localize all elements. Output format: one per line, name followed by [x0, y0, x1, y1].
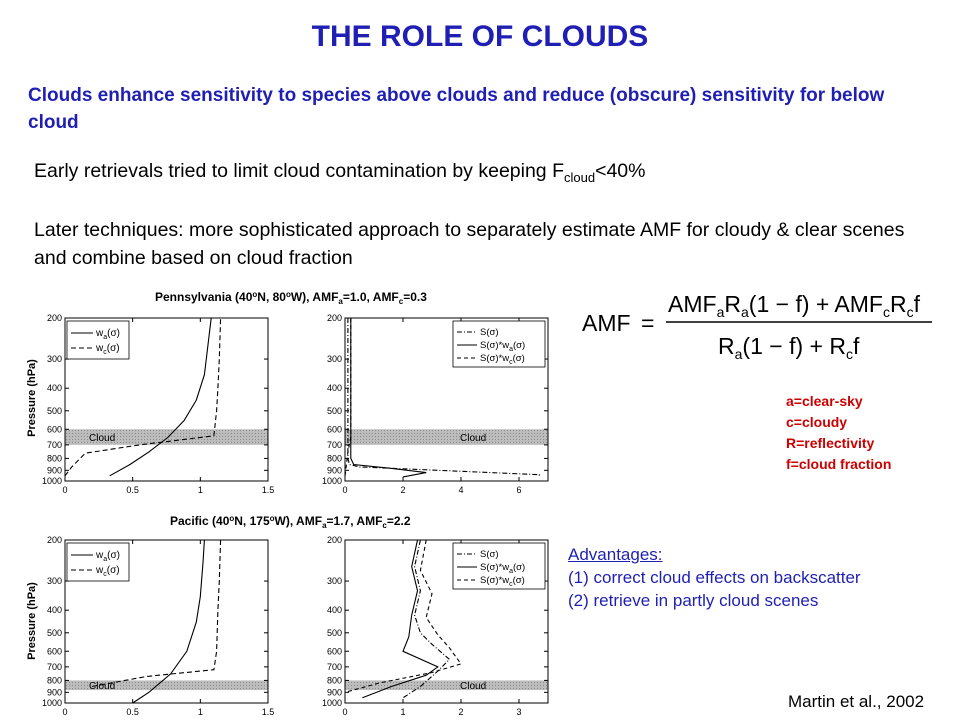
x-tick-label: 0.5: [126, 707, 139, 717]
x-tick-label: 2: [458, 707, 464, 717]
legend-label: S(σ): [480, 327, 499, 338]
y-tick-label: 200: [46, 535, 62, 545]
subtitle: Clouds enhance sensitivity to species above clouds and reduce (obscure) sensitivity for below cloud: [28, 85, 885, 133]
x-tick-label: 6: [516, 485, 522, 495]
x-tick-label: 0: [342, 707, 348, 717]
para1-text: Early retrievals tried to limit cloud contamination by keeping F: [34, 160, 564, 182]
panel-top-scattering: [322, 313, 548, 495]
formula-numerator: $AMF_aR_a(1 - f) + AMF_cR_cf$: [668, 291, 921, 320]
legend-label: $w_a(\sigma)$: [96, 328, 120, 341]
x-tick-label: 0: [62, 707, 68, 717]
paragraph-later-techniques: Later techniques: more sophisticated approach to separately estimate AMF for cloudy & clear scenes and combine based on cloud fraction: [34, 219, 905, 269]
y-tick-label: 600: [46, 646, 62, 657]
legend-label: $w_c(\sigma)$: [96, 565, 120, 578]
advantage-2: (2) retrieve in partly cloud scenes: [568, 591, 819, 610]
y-tick-label: 400: [46, 383, 62, 394]
y-tick-label: 200: [326, 313, 342, 323]
y-tick-label: 900: [46, 687, 62, 698]
y-tick-label: 200: [46, 313, 62, 323]
panel-top-weights: [42, 313, 274, 495]
y-tick-label: 300: [46, 576, 62, 587]
y-tick-label: 400: [46, 605, 62, 616]
y-tick-label: 200: [326, 535, 342, 545]
cloud-label: Cloud: [460, 433, 487, 445]
figure-panels: [20, 288, 560, 720]
legend-label: $w_a(\sigma)$: [96, 550, 120, 563]
advantages-heading: Advantages:: [568, 545, 663, 564]
x-tick-label: 0.5: [126, 485, 139, 495]
y-tick-label: 500: [46, 405, 62, 416]
series-line-2: [345, 540, 461, 692]
y-tick-label: 800: [326, 453, 342, 464]
y-tick-label: 1000: [41, 476, 62, 486]
y-tick-label: 300: [326, 354, 342, 365]
y-tick-label: 800: [326, 675, 342, 686]
legend-label: $w_c(\sigma)$: [96, 343, 120, 356]
cloud-band: [345, 429, 548, 445]
advantage-1: (1) correct cloud effects on backscatter: [568, 568, 861, 587]
y-tick-label: 900: [46, 465, 62, 476]
x-tick-label: 1: [400, 707, 406, 717]
y-tick-label: 1000: [321, 698, 342, 708]
amf-formula: [578, 284, 948, 366]
advantages-block: [568, 543, 861, 612]
y-tick-label: 800: [46, 453, 62, 464]
x-tick-label: 1: [197, 707, 203, 717]
def-clear-sky: a=clear-sky: [786, 393, 863, 409]
y-tick-label: 300: [46, 354, 62, 365]
legend-label: $S(\sigma)*w_c(\sigma)$: [480, 575, 525, 588]
para1-end: <40%: [595, 160, 646, 182]
y-tick-label: 600: [46, 424, 62, 435]
paragraph-early-retrievals: [34, 160, 646, 185]
legend-label: $S(\sigma)*w_a(\sigma)$: [480, 562, 526, 575]
y-tick-label: 500: [46, 627, 62, 638]
legend-label: $S(\sigma)*w_c(\sigma)$: [480, 353, 525, 366]
y-tick-label: 600: [326, 646, 342, 657]
legend-label: $S(\sigma)*w_a(\sigma)$: [480, 340, 526, 353]
y-tick-label: 500: [326, 405, 342, 416]
y-tick-label: 700: [46, 661, 62, 672]
series-line-1: [351, 318, 426, 477]
x-tick-label: 0: [342, 485, 348, 495]
definitions-list: [786, 391, 891, 475]
def-cloudy: c=cloudy: [786, 414, 848, 430]
formula-denominator: $R_a(1 - f) + R_cf$: [718, 333, 860, 362]
legend-label: S(σ): [480, 549, 499, 560]
y-tick-label: 700: [326, 661, 342, 672]
panel-bottom-scattering: [322, 535, 548, 717]
cloud-label: Cloud: [89, 433, 116, 445]
y-tick-label: 800: [46, 675, 62, 686]
cloud-label: Cloud: [460, 681, 487, 693]
x-tick-label: 1.5: [261, 707, 275, 717]
x-tick-label: 1.5: [261, 485, 275, 495]
page-title: THE ROLE OF CLOUDS: [311, 20, 649, 53]
bottom-figure-title: Pacific (40$^o$N, 175$^o$W), $AMF_a=1.7$, $AMF_c=2.2$: [170, 514, 411, 530]
ylabel-top: Pressure (hPa): [26, 359, 38, 437]
x-tick-label: 4: [458, 485, 464, 495]
x-tick-label: 0: [62, 485, 68, 495]
x-tick-label: 3: [516, 707, 522, 717]
citation: Martin et al., 2002: [788, 692, 925, 711]
formula-equals: =: [641, 310, 655, 336]
y-tick-label: 900: [326, 465, 342, 476]
y-tick-label: 1000: [321, 476, 342, 486]
cloud-band: [345, 680, 548, 693]
series-line-0: [133, 540, 205, 703]
para1-subscript: cloud: [564, 169, 596, 185]
def-reflectivity: R=reflectivity: [786, 435, 875, 451]
ylabel-bottom: Pressure (hPa): [26, 582, 38, 660]
y-tick-label: 400: [326, 605, 342, 616]
x-tick-label: 2: [400, 485, 406, 495]
x-tick-label: 1: [197, 485, 203, 495]
y-tick-label: 400: [326, 383, 342, 394]
y-tick-label: 1000: [41, 698, 62, 708]
formula-lhs: AMF: [582, 310, 631, 336]
cloud-label: Cloud: [89, 681, 116, 693]
def-cloud-fraction: f=cloud fraction: [786, 456, 892, 472]
y-tick-label: 700: [46, 439, 62, 450]
y-tick-label: 500: [326, 627, 342, 638]
y-tick-label: 600: [326, 424, 342, 435]
top-figure-title: Pennsylvania (40$^o$N, 80$^o$W), $AMF_a=1.0$, $AMF_c=0.3$: [155, 290, 427, 306]
panel-bottom-weights: [42, 535, 274, 717]
y-tick-label: 900: [326, 687, 342, 698]
y-tick-label: 700: [326, 439, 342, 450]
y-tick-label: 300: [326, 576, 342, 587]
